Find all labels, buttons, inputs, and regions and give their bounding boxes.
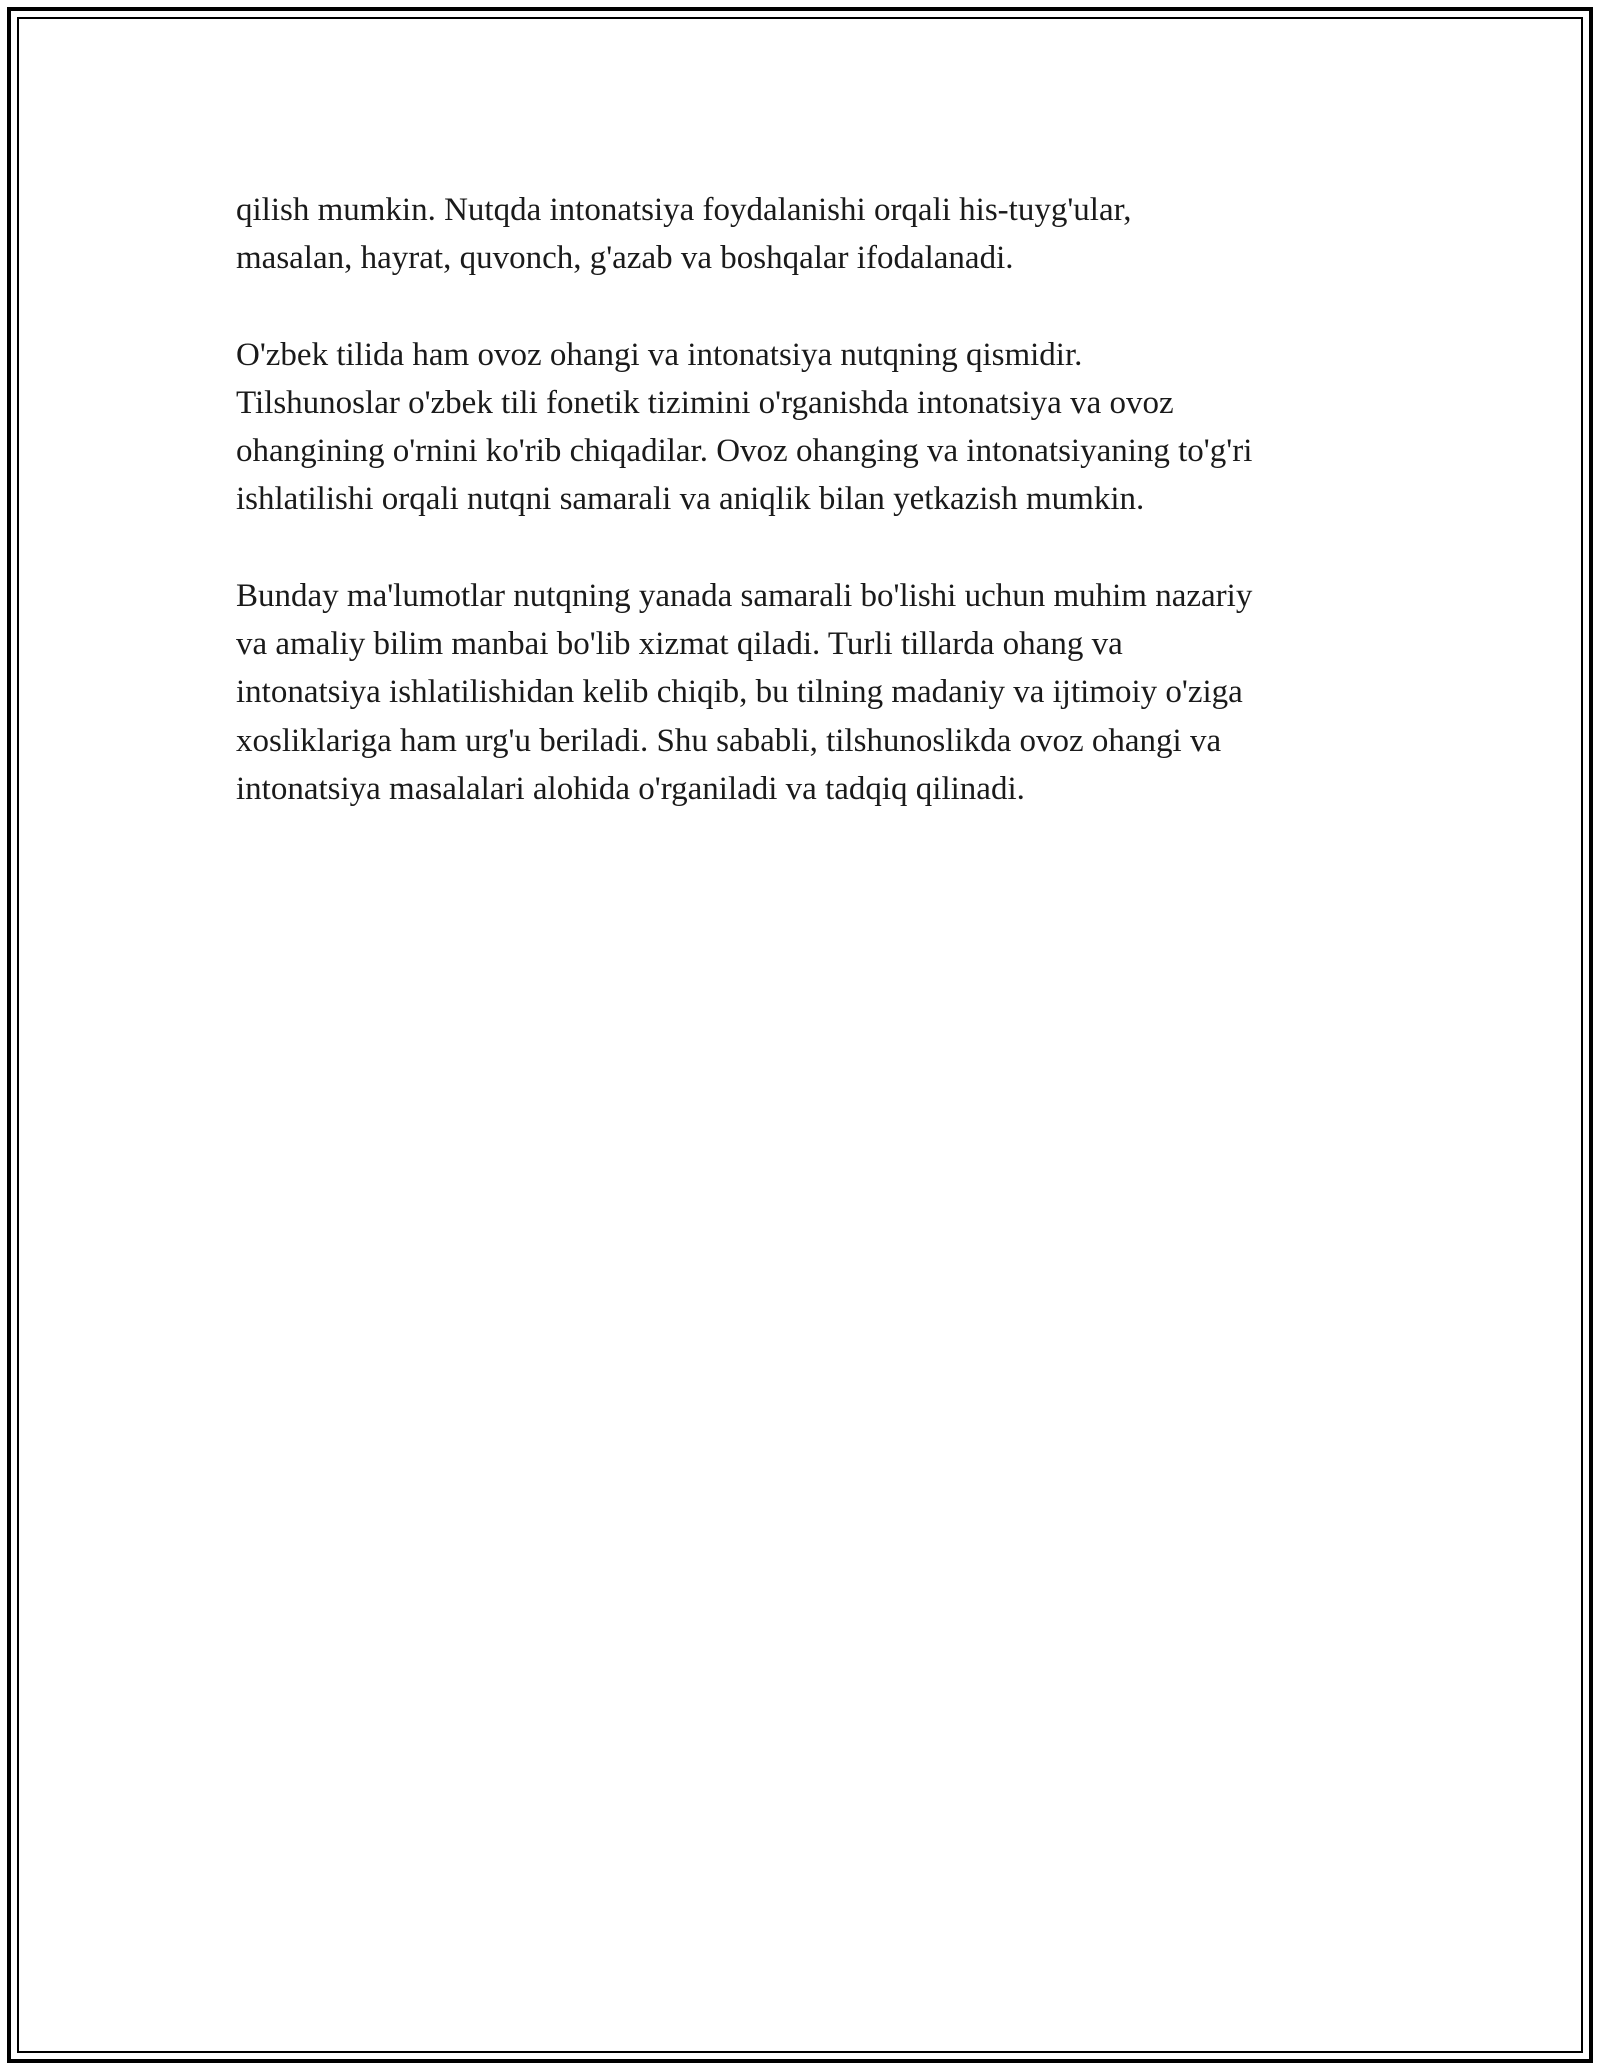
paragraph-line: va amaliy bilim manbai bo'lib xizmat qiladi. Turli tillarda ohang va [236, 626, 1123, 663]
paragraph-3 [236, 572, 1386, 813]
paragraph-line: ishlatilishi orqali nutqni samarali va aniqlik bilan yetkazish mumkin. [236, 481, 1145, 518]
paragraph-line: ohangining o'rnini ko'rib chiqadilar. Ovoz ohanging va intonatsiyaning to'g'ri [236, 433, 1253, 470]
paragraph-line: O'zbek tilida ham ovoz ohangi va intonatsiya nutqning qismidir. [236, 336, 1083, 373]
paragraph-1 [236, 186, 1386, 283]
document-body [236, 186, 1386, 861]
paragraph-line: Tilshunoslar o'zbek tili fonetik tizimini o'rganishda intonatsiya va ovoz [236, 384, 1174, 421]
paragraph-line: xosliklariga ham urg'u beriladi. Shu sababli, tilshunoslikda ovoz ohangi va [236, 722, 1222, 759]
paragraph-line: qilish mumkin. Nutqda intonatsiya foydalanishi orqali his-tuyg'ular, [236, 192, 1132, 228]
paragraph-line: masalan, hayrat, quvonch, g'azab va boshqalar ifodalanadi. [236, 240, 1014, 277]
paragraph-2 [236, 331, 1386, 524]
paragraph-line: intonatsiya ishlatilishidan kelib chiqib, bu tilning madaniy va ijtimoiy o'ziga [236, 674, 1243, 711]
paragraph-line: intonatsiya masalalari alohida o'rganiladi va tadqiq qilinadi. [236, 770, 1025, 807]
paragraph-line: Bunday ma'lumotlar nutqning yanada samarali bo'lishi uchun muhim nazariy [236, 577, 1253, 614]
